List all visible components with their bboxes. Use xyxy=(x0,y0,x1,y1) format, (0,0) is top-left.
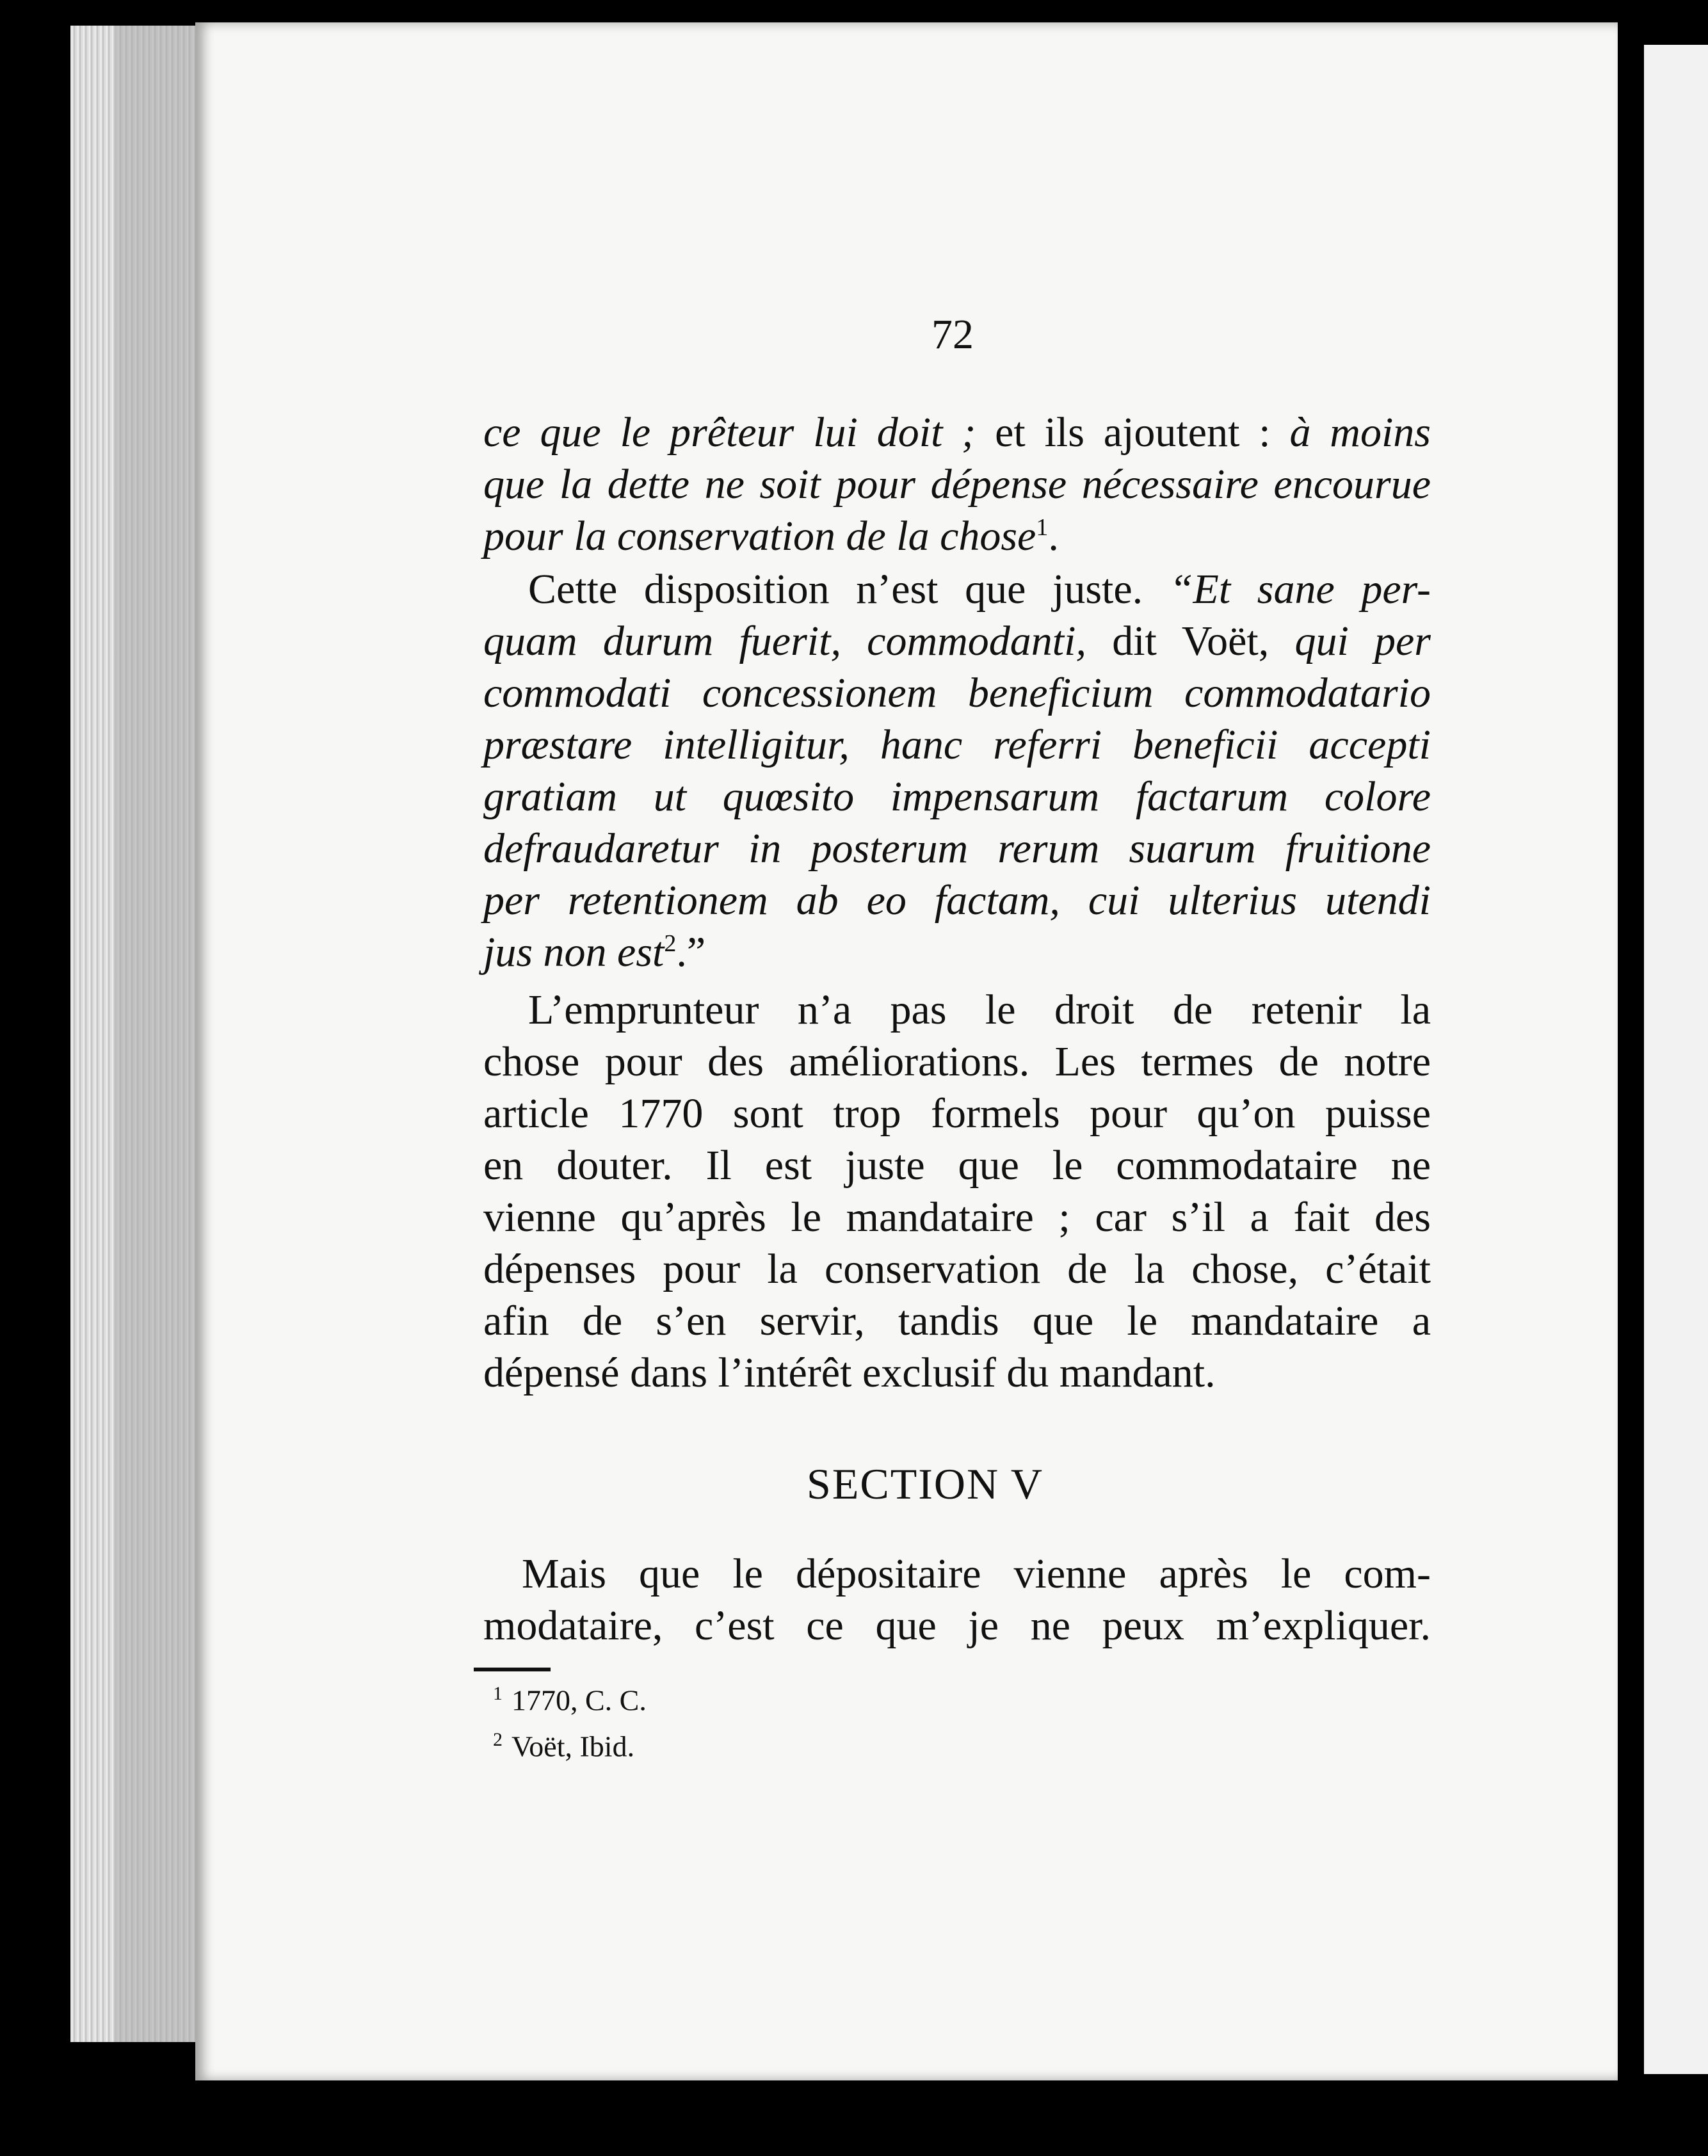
text-line: gratiam ut quœsito impensarum factarum colore xyxy=(483,773,1431,820)
text-line: dépenses pour la conservation de la chose, c’était xyxy=(483,1246,1431,1292)
section-paragraph xyxy=(483,1548,1431,1652)
text-run: . xyxy=(1048,513,1059,559)
footnote-text: 1770, C. C. xyxy=(512,1684,647,1717)
text-line: defraudaretur in posterum rerum suarum fruitione xyxy=(483,825,1431,872)
paragraph-2 xyxy=(483,563,1431,978)
facing-page-edge xyxy=(1639,45,1708,2074)
footnote-2 xyxy=(493,1720,647,1766)
footnote-ref-2: 2 xyxy=(664,930,677,957)
text-line: article 1770 sont trop formels pour qu’on puisse xyxy=(483,1090,1431,1137)
text-line: vienne qu’après le mandataire ; car s’il a fait des xyxy=(483,1194,1431,1241)
text-run: .” xyxy=(676,929,706,976)
footnote-ref-1: 1 xyxy=(1036,514,1049,541)
text-line: modataire, c’est ce que je ne peux m’expliquer. xyxy=(483,1602,1431,1649)
text-line: afin de s’en servir, tandis que le mandataire a xyxy=(483,1298,1431,1344)
text-line: dépensé dans l’intérêt exclusif du mandant. xyxy=(483,1349,1216,1396)
text-line: chose pour des améliorations. Les termes de notre xyxy=(483,1038,1431,1085)
text-run: qui per xyxy=(1294,618,1431,664)
text-line: L’emprunteur n’a pas le droit de retenir la xyxy=(528,986,1431,1033)
page-number: 72 xyxy=(931,311,974,358)
text-line: que la dette ne soit pour dépense nécessaire encourue xyxy=(483,461,1431,508)
footnote-rule xyxy=(474,1668,551,1671)
section-heading: SECTION V xyxy=(807,1460,1043,1508)
text-line xyxy=(483,406,1431,458)
text-run: ce que le prêteur lui doit ; xyxy=(483,409,995,456)
text-run: quam durum fuerit, commodanti, xyxy=(483,618,1113,664)
text-run: pour la conservation de la chose xyxy=(483,513,1036,559)
text-run: Cette disposition n’est que juste. xyxy=(528,566,1170,613)
text-line xyxy=(483,615,1431,667)
footnote-mark: 1 xyxy=(493,1683,503,1704)
text-line: per retentionem ab eo factam, cui ulterius utendi xyxy=(483,877,1431,924)
text-run: et ils ajoutent : xyxy=(995,409,1290,456)
paragraph-1 xyxy=(483,406,1431,562)
text-line: Mais que le dépositaire vienne après le com- xyxy=(522,1550,1431,1597)
text-run: à moins xyxy=(1289,409,1431,456)
footnote-text: Voët, Ibid. xyxy=(512,1730,635,1763)
text-run: “Et sane per- xyxy=(1169,566,1431,613)
text-line xyxy=(483,926,1431,978)
paragraph-3 xyxy=(483,984,1431,1399)
footnotes xyxy=(493,1674,647,1767)
text-run: dit Voët, xyxy=(1112,618,1295,664)
text-line xyxy=(483,563,1431,615)
text-line: præstare intelligitur, hanc referri beneficii accepti xyxy=(483,721,1431,768)
text-line: commodati concessionem beneficium commodatario xyxy=(483,670,1431,716)
footnote-mark: 2 xyxy=(493,1729,503,1751)
text-run: jus non est xyxy=(483,929,665,976)
text-line: en douter. Il est juste que le commodataire ne xyxy=(483,1142,1431,1189)
footnote-1 xyxy=(493,1674,647,1720)
text-line xyxy=(483,510,1431,562)
